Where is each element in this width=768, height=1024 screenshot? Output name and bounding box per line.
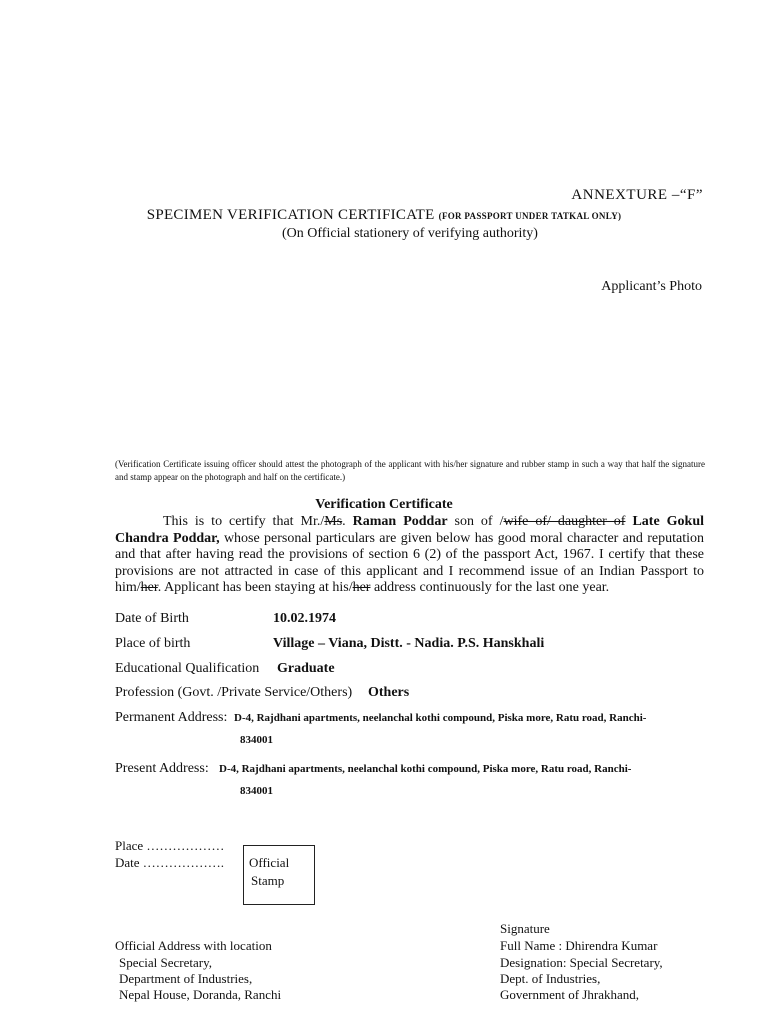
place-line: Place ………………	[115, 838, 225, 853]
body-text: .	[342, 514, 353, 529]
attestation-note: (Verification Certificate issuing officer should attest the photograph of the applicant with his/her signature and rubber stamp in such a way that half the signature and stamp appear on the photograph and half on the certificate.)	[115, 459, 705, 482]
present-address-line2: 834001	[240, 785, 273, 797]
education-label: Educational Qualification	[115, 661, 260, 676]
document-title	[0, 207, 768, 224]
struck-text: her	[140, 580, 158, 595]
signer-government: Government of Jhrakhand,	[500, 987, 639, 1002]
title-text: SPECIMEN VERIFICATION CERTIFICATE	[146, 207, 435, 223]
dob-label: Date of Birth	[115, 611, 189, 626]
title-note: (FOR PASSPORT UNDER TATKAL ONLY)	[438, 211, 622, 221]
profession-value: Others	[368, 685, 410, 700]
official-address-line3: Nepal House, Doranda, Ranchi	[119, 987, 282, 1002]
official-stamp-label	[249, 854, 309, 890]
official-address-line2: Department of Industries,	[119, 971, 253, 986]
applicant-photo-label: Applicant’s Photo	[601, 279, 702, 294]
signer-designation: Designation: Special Secretary,	[500, 955, 663, 970]
official-address-line1: Special Secretary,	[119, 955, 212, 970]
signer-full-name: Full Name : Dhirendra Kumar	[500, 938, 658, 953]
stamp-line2: Stamp	[251, 873, 285, 888]
body-text: son of /	[447, 514, 504, 529]
struck-text: wife of/ daughter of	[503, 514, 626, 529]
certificate-body	[115, 514, 704, 597]
permanent-address-line1: D-4, Rajdhani apartments, neelanchal kothi compound, Piska more, Ratu road, Ranchi-	[234, 712, 647, 724]
pob-label: Place of birth	[115, 636, 191, 651]
official-address-label: Official Address with location	[115, 938, 272, 953]
certificate-heading: Verification Certificate	[315, 497, 453, 512]
date-line: Date ……………….	[115, 855, 225, 870]
dob-value: 10.02.1974	[273, 611, 336, 626]
pob-value: Village – Viana, Distt. - Nadia. P.S. Hanskhali	[273, 636, 545, 651]
stamp-line1: Official	[249, 855, 290, 870]
body-text: whose personal particulars are given below has good moral character and reputation and that after having read the provisions of section 6 (2) of the passport Act, 1967. I certify that these provisions are not attracted in case of this applicant and I recommend issue of an Indian Passport to him/	[115, 530, 704, 595]
struck-text: Ms	[324, 514, 343, 529]
permanent-address-line2: 834001	[240, 734, 273, 746]
signature-label: Signature	[500, 921, 550, 936]
profession-label: Profession (Govt. /Private Service/Others)	[115, 685, 353, 700]
body-text: address continuously for the last one year.	[370, 580, 610, 595]
permanent-address-label: Permanent Address:	[115, 710, 228, 725]
annexure-label: ANNEXTURE –“F”	[571, 187, 703, 203]
present-address-line1: D-4, Rajdhani apartments, neelanchal kothi compound, Piska more, Ratu road, Ranchi-	[219, 763, 632, 775]
present-address-label: Present Address:	[115, 761, 209, 776]
education-value: Graduate	[277, 661, 335, 676]
applicant-name: Raman Poddar	[352, 514, 448, 529]
body-text: This is to certify that Mr./	[163, 514, 325, 529]
body-text: . Applicant has been staying at his/	[157, 580, 353, 595]
signer-department: Dept. of Industries,	[500, 971, 601, 986]
document-subtitle: (On Official stationery of verifying authority)	[282, 226, 538, 241]
father-name: Late Gokul Chandra Poddar,	[115, 514, 705, 546]
struck-text: her	[352, 580, 371, 595]
